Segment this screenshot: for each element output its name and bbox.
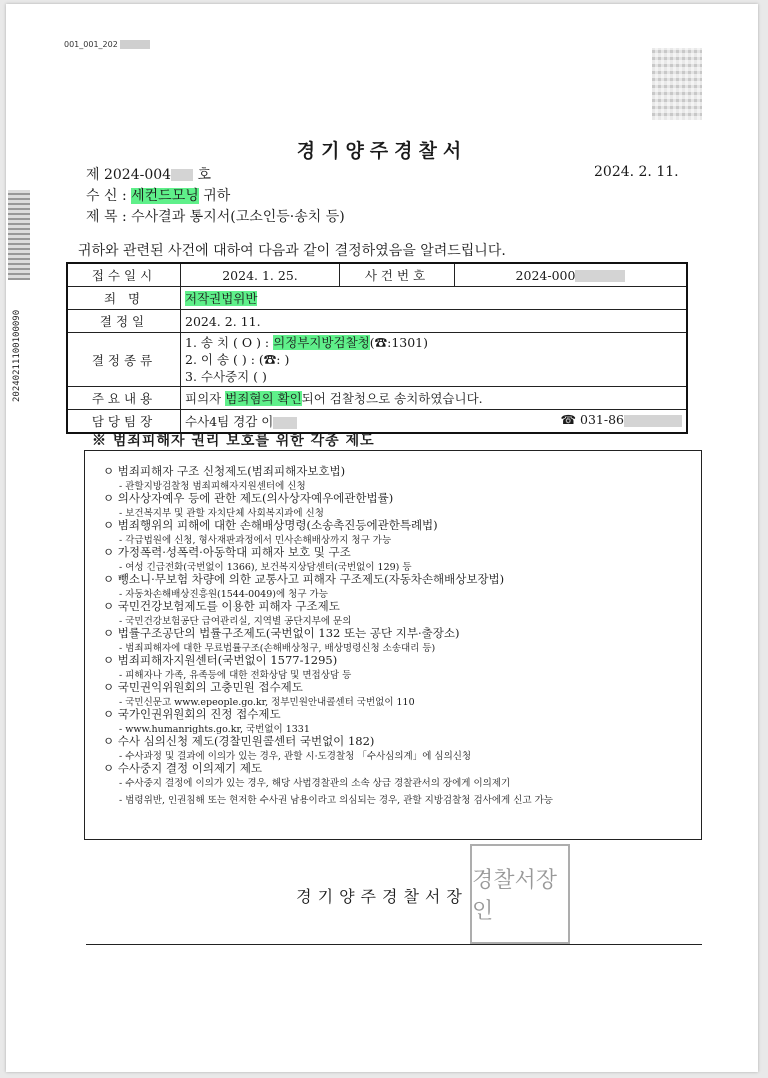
receipt-date: 2024. 1. 25.: [181, 263, 340, 287]
list-item: ㅇ 법률구조공단의 법률구조제도(국번없이 132 또는 공단 지부·출장소) - 범죄피해자에 대한 무료법률구조(손해배상청구, 배상명령신청 소송대리 등): [103, 626, 460, 654]
team-leader: 수사4팀 경감 이 ☎ 031-86: [181, 410, 688, 434]
signature: 경기양주경찰서장: [296, 887, 468, 906]
section-title: ※ 범죄피해자 권리 보호를 위한 각종 제도: [92, 433, 375, 449]
side-code: 20240211100100090: [12, 309, 22, 402]
intro-text: 귀하와 관련된 사건에 대하여 다음과 같이 결정하였음을 알려드립니다.: [78, 243, 506, 259]
list-item: ㅇ 국가인권위원회의 진정 접수제도 - www.humanrights.go.kr, 국번없이 1331: [103, 707, 310, 735]
label-decision-date: 결정일: [67, 310, 181, 333]
label-receipt-date: 접수일시: [67, 263, 181, 287]
label-decision-type: 결정종류: [67, 333, 181, 387]
decision-type: 1. 송 치 ( O ) : 의정부지방검찰청(☎:1301) 2. 이 송 ( ) : (☎: ) 3. 수사중지 ( ): [181, 333, 688, 387]
list-item: ㅇ 국민권익위원회의 고충민원 접수제도 - 국민신문고 www.epeople.go.kr, 정부민원안내콜센터 국번없이 110: [103, 680, 415, 708]
list-item: ㅇ 수사중지 결정 이의제기 제도 - 수사중지 결정에 이의가 있는 경우, 해당 사법경찰관의 소속 상급 경찰관서의 장에게 이의제기 - 범령위반, 인권침해 또는 현저한 수사권 남용이라고 의심되는 경우, 관할 지방검찰청 검사에게 신고 가능: [103, 761, 553, 806]
document-number: 제 2024-004 호: [86, 167, 212, 183]
label-main-content: 주요내용: [67, 387, 181, 410]
recipient-line: 수 신 : 세컨드모닝 귀하: [86, 188, 231, 204]
document-page: [6, 4, 758, 1072]
document-date: 2024. 2. 11.: [594, 164, 679, 180]
document-title: 경기양주경찰서: [296, 140, 468, 162]
charge: 저작권법위반: [181, 287, 688, 310]
label-case-number: 사건번호: [340, 263, 455, 287]
official-seal: 경찰서장인: [470, 844, 570, 944]
main-content: 피의자 범죄혐의 확인되어 검찰청으로 송치하였습니다.: [181, 387, 688, 410]
list-item: ㅇ 가정폭력·성폭력·아동학대 피해자 보호 및 구조 - 여성 긴급전화(국번없이 1366), 보건복지상담센터(국번없이 129) 등: [103, 545, 412, 573]
label-team-leader: 담당팀장: [67, 410, 181, 434]
decision-date: 2024. 2. 11.: [181, 310, 688, 333]
label-charge: 죄 명: [67, 287, 181, 310]
redaction: [120, 40, 150, 49]
result-table: [66, 262, 688, 434]
barcode-icon: [8, 190, 30, 280]
document-id: 001_001_202: [64, 40, 150, 49]
case-number: 2024-000: [455, 263, 688, 287]
list-item: ㅇ 범죄피해자 구조 신청제도(범죄피해자보호법) - 관할지방검찰청 범죄피해자지원센터에 신청: [103, 464, 346, 492]
list-item: ㅇ 범죄피해자지원센터(국번없이 1577-1295) - 피해자나 가족, 유족등에 대한 전화상담 및 면접상담 등: [103, 653, 352, 681]
qr-code-overlay: [652, 48, 702, 120]
recipient-name: 세컨드모닝: [131, 188, 199, 204]
list-item: ㅇ 범죄행위의 피해에 대한 손해배상명령(소송촉진등에관한특례법) - 각급법원에 신청, 형사재판과정에서 민사손해배상까지 청구 가능: [103, 518, 438, 546]
subject-line: 제 목 : 수사결과 통지서(고소인등·송치 등): [86, 209, 345, 225]
victim-rights-box: [84, 450, 702, 840]
list-item: ㅇ 국민건강보험제도를 이용한 피해자 구조제도 - 국민건강보험공단 급여관리실, 지역별 공단지부에 문의: [103, 599, 352, 627]
footer-divider: [86, 944, 702, 945]
list-item: ㅇ 의사상자예우 등에 관한 제도(의사상자예우에관한법률) - 보건복지부 및 관할 자치단체 사회복지과에 신청: [103, 491, 394, 519]
list-item: ㅇ 수사 심의신청 제도(경찰민원콜센터 국번없이 182) - 수사과정 및 결과에 이의가 있는 경우, 관할 시·도경찰청 「수사심의계」에 심의신청: [103, 734, 472, 762]
list-item: ㅇ 뺑소니·무보험 차량에 의한 교통사고 피해자 구조제도(자동차손해배상보장법) - 자동차손해배상진흥원(1544-0049)에 청구 가능: [103, 572, 505, 600]
